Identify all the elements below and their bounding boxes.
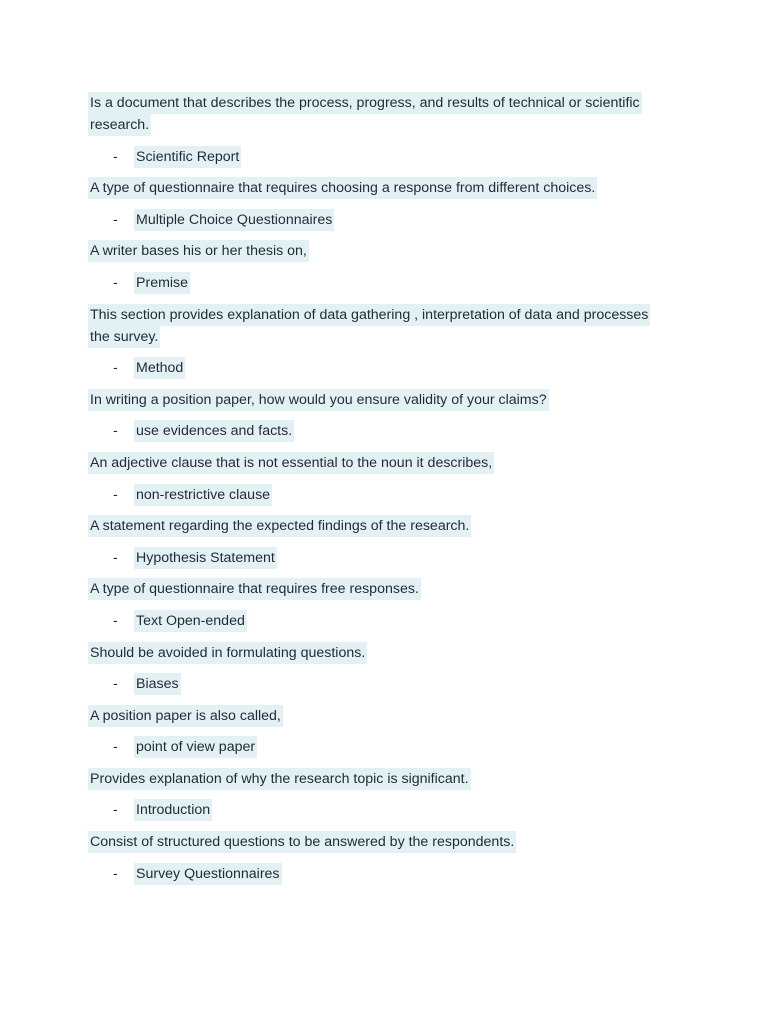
question-line: In writing a position paper, how would you ensure validity of your claims?	[88, 389, 549, 411]
question	[90, 389, 690, 411]
answer-text: use evidences and facts.	[134, 420, 294, 442]
answer-row	[90, 146, 690, 168]
answer-row	[90, 736, 690, 758]
question-line: An adjective clause that is not essential to the noun it describes,	[88, 452, 494, 474]
qa-item	[90, 705, 690, 759]
list-marker: -	[113, 865, 118, 882]
qa-item	[90, 92, 690, 168]
question	[90, 515, 690, 537]
answer-row	[90, 673, 690, 695]
list-marker: -	[113, 274, 118, 291]
qa-item	[90, 304, 690, 380]
list-marker: -	[113, 486, 118, 503]
answer-row	[90, 209, 690, 231]
answer-row	[90, 272, 690, 294]
question-line: Consist of structured questions to be answered by the respondents.	[88, 831, 516, 853]
list-marker: -	[113, 549, 118, 566]
answer-text: Text Open-ended	[134, 610, 247, 632]
question	[90, 92, 690, 136]
answer-text: Introduction	[134, 799, 212, 821]
question	[90, 452, 690, 474]
document-body	[90, 92, 690, 894]
question-line: A writer bases his or her thesis on,	[88, 240, 309, 262]
answer-text: point of view paper	[134, 736, 257, 758]
answer-text: Scientific Report	[134, 146, 241, 168]
question-line: A statement regarding the expected findings of the research.	[88, 515, 471, 537]
question	[90, 642, 690, 664]
answer-text: Premise	[134, 272, 190, 294]
qa-item	[90, 515, 690, 569]
list-marker: -	[113, 211, 118, 228]
question-line: This section provides explanation of data gathering , interpretation of data and processes	[88, 304, 650, 326]
question-line: Should be avoided in formulating questions.	[88, 642, 367, 664]
list-marker: -	[113, 802, 118, 819]
qa-item	[90, 452, 690, 506]
list-marker: -	[113, 676, 118, 693]
list-marker: -	[113, 739, 118, 756]
question	[90, 177, 690, 199]
list-marker: -	[113, 360, 118, 377]
answer-text: Survey Questionnaires	[134, 863, 282, 885]
qa-item	[90, 389, 690, 443]
qa-item	[90, 578, 690, 632]
qa-item	[90, 768, 690, 822]
question	[90, 831, 690, 853]
list-marker: -	[113, 612, 118, 629]
qa-item	[90, 240, 690, 294]
question	[90, 304, 690, 348]
answer-row	[90, 610, 690, 632]
answer-row	[90, 420, 690, 442]
question	[90, 578, 690, 600]
question-line: A position paper is also called,	[88, 705, 283, 727]
list-marker: -	[113, 148, 118, 165]
question	[90, 705, 690, 727]
answer-text: Hypothesis Statement	[134, 547, 277, 569]
qa-item	[90, 642, 690, 696]
answer-text: Multiple Choice Questionnaires	[134, 209, 334, 231]
qa-item	[90, 831, 690, 885]
qa-item	[90, 177, 690, 231]
answer-row	[90, 357, 690, 379]
question-line: Is a document that describes the process, progress, and results of technical or scientific	[88, 92, 642, 114]
question-line: A type of questionnaire that requires free responses.	[88, 578, 421, 600]
list-marker: -	[113, 423, 118, 440]
question-line: research.	[88, 114, 151, 136]
question-line: Provides explanation of why the research topic is significant.	[88, 768, 471, 790]
question-line: A type of questionnaire that requires choosing a response from different choices.	[88, 177, 597, 199]
question	[90, 768, 690, 790]
answer-row	[90, 484, 690, 506]
question	[90, 240, 690, 262]
answer-row	[90, 863, 690, 885]
answer-text: Method	[134, 357, 185, 379]
answer-text: non-restrictive clause	[134, 484, 272, 506]
answer-row	[90, 547, 690, 569]
answer-text: Biases	[134, 673, 181, 695]
answer-row	[90, 799, 690, 821]
question-line: the survey.	[88, 326, 160, 348]
